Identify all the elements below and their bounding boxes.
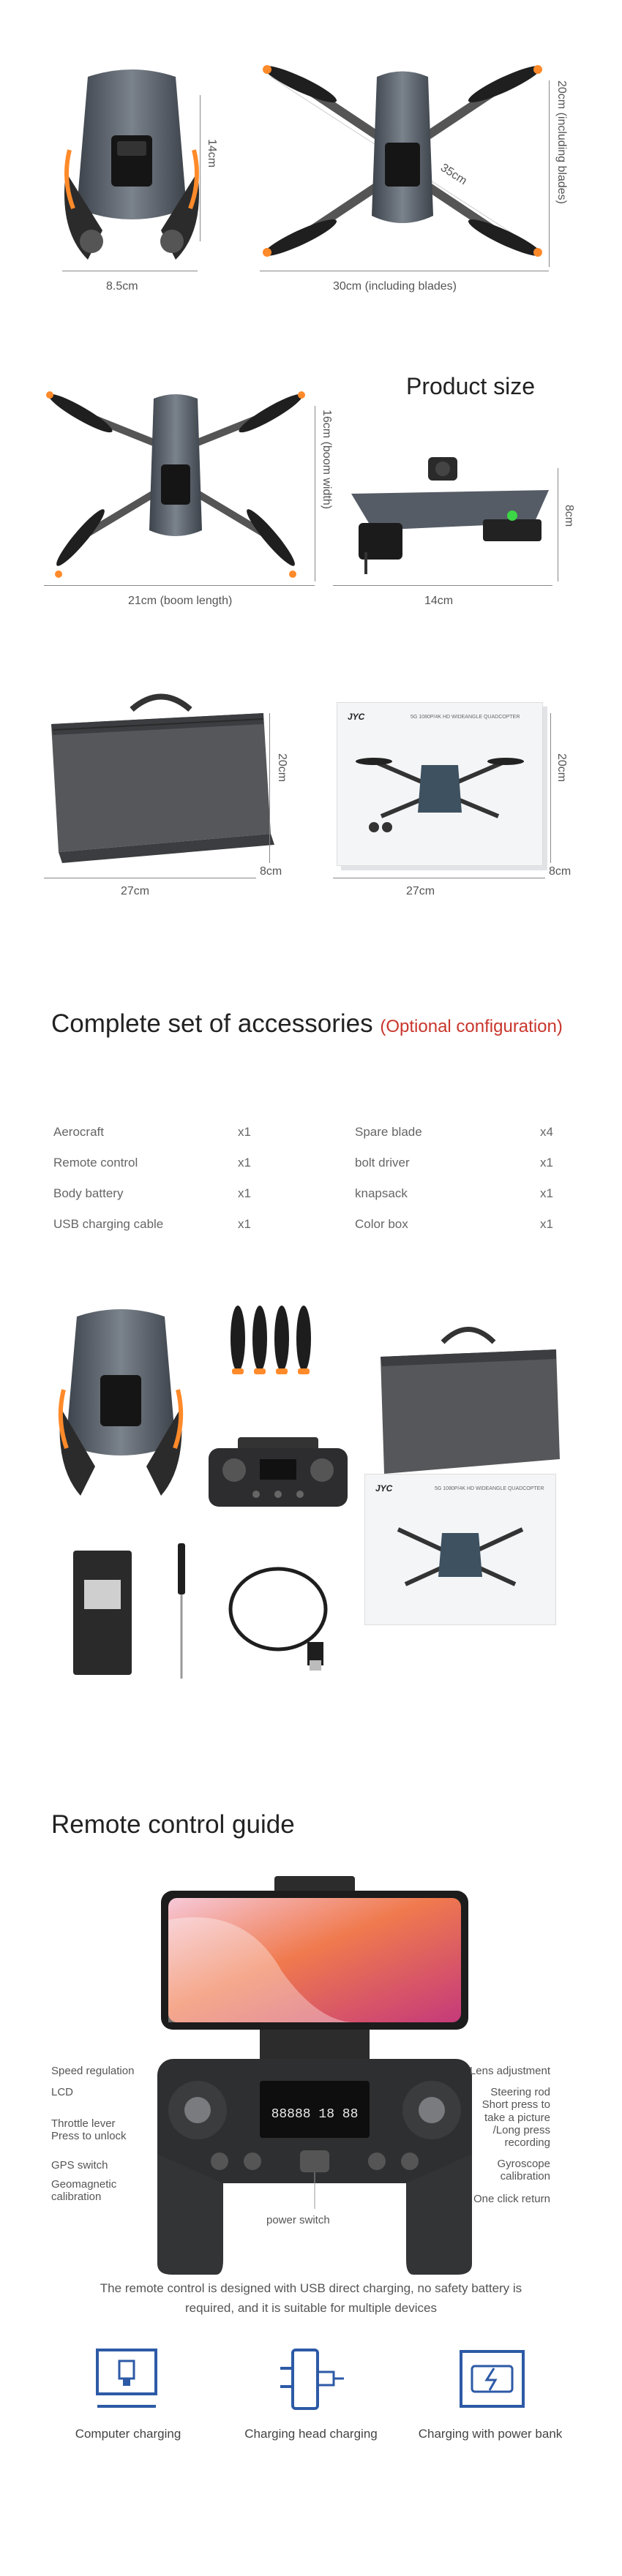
accessory-name: Color box [355, 1217, 408, 1231]
label-lcd: LCD [51, 2086, 74, 2098]
color-box-image [337, 702, 543, 866]
accessory-qty: x1 [238, 1217, 251, 1231]
accessory-qty: x1 [238, 1186, 251, 1200]
charging-description: The remote control is designed with USB direct charging, no safety battery is required, and it is suitable for multiple devices [100, 2281, 522, 2316]
box-drone-graphic [380, 1504, 541, 1599]
accessory-name: Aerocraft [53, 1125, 104, 1139]
side-height-label: 8cm [563, 505, 575, 527]
dim-line [269, 713, 270, 863]
label-steering-rod: Steering rod Short press to take a picture /Long press recording [482, 2086, 550, 2149]
accessory-name: USB charging cable [53, 1217, 164, 1231]
box-depth-label: 8cm [549, 865, 572, 878]
accessory-name: knapsack [355, 1186, 408, 1200]
charge-option-head: Charging head charging [244, 2427, 378, 2441]
product-size-title: Product size [406, 373, 536, 399]
computer-usb-icon [94, 2346, 160, 2412]
accessory-qty: x4 [540, 1125, 553, 1139]
label-throttle-lever: Throttle lever Press to unlock [51, 2117, 127, 2143]
folded-drone-image [59, 62, 205, 274]
charge-option-computer: Computer charging [75, 2427, 181, 2441]
side-drone-image [344, 450, 563, 581]
accessories-title [51, 1009, 563, 1039]
accessory-knapsack-image [373, 1317, 563, 1485]
dim-line [200, 95, 201, 241]
box-brand: JYC [375, 1483, 393, 1494]
box-brand: JYC [348, 712, 365, 722]
accessory-qty: x1 [540, 1186, 553, 1200]
accessory-qty: x1 [540, 1156, 553, 1170]
boom-width-label: 16cm (boom width) [321, 410, 333, 510]
remote-guide-title: Remote control guide [51, 1810, 295, 1839]
box-drone-graphic [352, 732, 528, 835]
accessory-body-battery-image [70, 1547, 135, 1679]
folded-height-label: 14cm [206, 139, 218, 168]
dim-line [44, 585, 315, 586]
power-bank-icon [457, 2348, 527, 2410]
unfolded-width-label: 30cm (including blades) [333, 280, 457, 293]
bag-height-label: 20cm [276, 753, 288, 783]
accessory-name: Spare blade [355, 1125, 422, 1139]
accessory-bolt-driver-image [174, 1543, 189, 1682]
accessory-remote-control-image [209, 1437, 348, 1510]
accessory-name: Body battery [53, 1186, 124, 1200]
dim-line [333, 585, 552, 586]
label-gyroscope-calibration: Gyroscope calibration [497, 2158, 550, 2183]
charging-head-icon [277, 2346, 346, 2412]
label-one-click-return: One click return [473, 2193, 550, 2205]
carry-bag-image [44, 680, 278, 870]
accessory-aerocraft-image [55, 1306, 187, 1507]
side-length-label: 14cm [424, 595, 454, 607]
charge-option-power-bank: Charging with power bank [418, 2427, 563, 2441]
bag-width-label: 27cm [121, 885, 150, 897]
box-height-label: 20cm [555, 753, 568, 783]
accessory-qty: x1 [238, 1125, 251, 1139]
label-gps-switch: GPS switch [51, 2159, 108, 2172]
accessory-spare-blades-image [220, 1306, 329, 1379]
box-caption: 5G 1080P/4K HD WIDEANGLE QUADCOPTER [411, 715, 520, 720]
lcd-readout: 88888 18 88 [271, 2107, 359, 2122]
optional-config-note: (Optional configuration) [380, 1017, 563, 1036]
box-width-label: 27cm [406, 885, 435, 897]
accessory-qty: x1 [238, 1156, 251, 1170]
accessory-usb-cable-image [223, 1551, 340, 1675]
label-speed-regulation: Speed regulation [51, 2065, 135, 2077]
boom-length-label: 21cm (boom length) [128, 595, 233, 607]
box-caption: 5G 1080P/4K HD WIDEANGLE QUADCOPTER [435, 1486, 544, 1491]
bag-depth-label: 8cm [260, 865, 282, 878]
unfolded-height-label: 20cm (including blades) [555, 80, 568, 204]
accessory-name: Remote control [53, 1156, 138, 1170]
dim-line [549, 80, 550, 267]
accessory-color-box-image [364, 1474, 556, 1625]
accessory-name: bolt driver [355, 1156, 410, 1170]
label-geomagnetic-calibration: Geomagnetic calibration [51, 2178, 117, 2204]
unfolded-drone-image [241, 55, 563, 267]
dim-line [550, 713, 551, 863]
folded-width-label: 8.5cm [106, 280, 138, 293]
accessories-title-text: Complete set of accessories [51, 1009, 373, 1038]
boom-drone-image [44, 369, 307, 589]
accessory-qty: x1 [540, 1217, 553, 1231]
diagonal-label: 35cm [438, 161, 469, 188]
label-power-switch: power switch [266, 2214, 330, 2226]
label-lens-adjustment: Lens adjustment [469, 2065, 550, 2077]
